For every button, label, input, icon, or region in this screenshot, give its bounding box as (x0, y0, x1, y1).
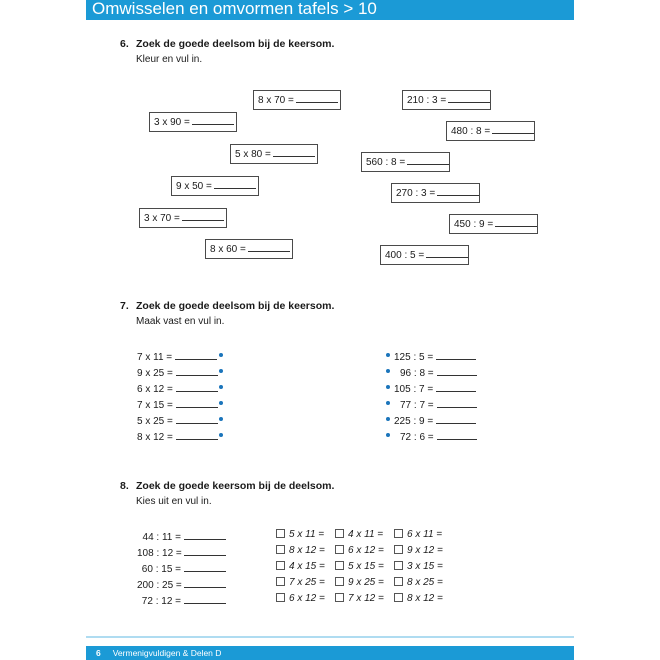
sum-label: 200 : 25 = (137, 580, 182, 591)
checkbox[interactable] (276, 529, 285, 538)
answer-line[interactable] (436, 413, 476, 424)
exercise-6-number: 6. (120, 38, 129, 50)
sum-box[interactable] (391, 183, 480, 203)
connect-dot[interactable] (386, 369, 390, 373)
sum-box[interactable] (361, 152, 450, 172)
option-choice[interactable] (394, 529, 442, 541)
option-label: 5 x 15 = (348, 561, 384, 572)
answer-line[interactable] (214, 177, 256, 189)
division-row (137, 529, 257, 544)
answer-line[interactable] (492, 122, 534, 134)
multiplication-row (137, 429, 218, 444)
sum-label: 108 : 12 = (137, 548, 182, 559)
option-label: 6 x 12 = (348, 545, 384, 556)
book-title: Vermenigvuldigen & Delen D (112, 648, 222, 658)
answer-line[interactable] (176, 413, 218, 424)
option-label: 7 x 12 = (348, 593, 384, 604)
answer-line[interactable] (448, 91, 490, 103)
option-label: 8 x 12 = (289, 545, 325, 556)
sum-label: 5 x 25 = (137, 416, 173, 427)
division-row (137, 545, 257, 560)
division-row (394, 413, 476, 428)
sum-label: 8 x 70 = (258, 95, 294, 106)
sum-label: 9 x 25 = (137, 368, 173, 379)
page-number: 6 (96, 648, 101, 658)
sum-label: 8 x 60 = (210, 244, 246, 255)
division-row (137, 561, 257, 576)
sum-box[interactable] (253, 90, 341, 110)
division-row (400, 365, 477, 380)
option-label: 4 x 15 = (289, 561, 325, 572)
sum-label: 3 x 70 = (144, 213, 180, 224)
option-label: 9 x 25 = (348, 577, 384, 588)
sum-label: 3 x 90 = (154, 117, 190, 128)
checkbox[interactable] (335, 529, 344, 538)
option-choice[interactable] (335, 577, 384, 589)
checkbox[interactable] (276, 577, 285, 586)
connect-dot[interactable] (219, 417, 223, 421)
option-label: 7 x 25 = (289, 577, 325, 588)
answer-line[interactable] (437, 184, 479, 196)
answer-line[interactable] (437, 429, 477, 440)
multiplication-row (137, 397, 218, 412)
connect-dot[interactable] (219, 369, 223, 373)
checkbox[interactable] (335, 561, 344, 570)
sum-label: 225 : 9 = (394, 416, 434, 427)
sum-label: 96 : 8 = (400, 368, 434, 379)
sum-box[interactable] (230, 144, 318, 164)
sum-label: 125 : 5 = (394, 352, 434, 363)
exercise-8-instruction: Kies uit en vul in. (136, 496, 212, 507)
sum-box[interactable] (205, 239, 293, 259)
checkbox[interactable] (276, 561, 285, 570)
answer-line[interactable] (436, 381, 476, 392)
connect-dot[interactable] (386, 385, 390, 389)
answer-line[interactable] (176, 365, 218, 376)
multiplication-row (137, 349, 217, 364)
answer-line[interactable] (426, 246, 468, 258)
answer-line[interactable] (437, 365, 477, 376)
exercise-8-number: 8. (120, 480, 129, 492)
option-choice[interactable] (394, 593, 443, 605)
division-row (400, 429, 477, 444)
option-choice[interactable] (394, 577, 443, 589)
checkbox[interactable] (276, 593, 285, 602)
answer-line[interactable] (176, 381, 218, 392)
option-choice[interactable] (276, 593, 325, 605)
checkbox[interactable] (394, 561, 403, 570)
exercise-6-instruction: Kleur en vul in. (136, 54, 203, 65)
sum-label: 480 : 8 = (451, 126, 491, 137)
division-row (394, 381, 476, 396)
sum-box[interactable] (139, 208, 227, 228)
option-choice[interactable] (335, 561, 384, 573)
option-choice[interactable] (335, 545, 384, 557)
connect-dot[interactable] (386, 433, 390, 437)
option-label: 9 x 12 = (407, 545, 443, 556)
option-choice[interactable] (276, 545, 325, 557)
answer-line[interactable] (184, 593, 226, 604)
checkbox[interactable] (394, 545, 403, 554)
option-choice[interactable] (276, 529, 324, 541)
footer-divider (86, 636, 574, 638)
exercise-8-title: Zoek de goede keersom bij de deelsom. (136, 480, 335, 492)
option-label: 8 x 25 = (407, 577, 443, 588)
connect-dot[interactable] (219, 433, 223, 437)
multiplication-row (137, 413, 218, 428)
option-choice[interactable] (335, 593, 384, 605)
exercise-6-title: Zoek de goede deelsom bij de keersom. (136, 38, 335, 50)
sum-box[interactable] (446, 121, 535, 141)
checkbox[interactable] (394, 593, 403, 602)
sum-label: 44 : 11 = (142, 532, 181, 543)
sum-label: 9 x 50 = (176, 181, 212, 192)
sum-label: 72 : 12 = (141, 596, 181, 607)
exercise-7-title: Zoek de goede deelsom bij de keersom. (136, 300, 335, 312)
answer-line[interactable] (184, 529, 226, 540)
option-label: 6 x 11 = (407, 529, 443, 540)
answer-line[interactable] (182, 209, 224, 221)
option-label: 4 x 11 = (348, 529, 384, 540)
answer-line[interactable] (436, 349, 476, 360)
option-choice[interactable] (276, 561, 325, 573)
division-row (137, 577, 257, 592)
division-row (394, 349, 476, 364)
sum-label: 77 : 7 = (400, 400, 434, 411)
sum-label: 6 x 12 = (137, 384, 173, 395)
checkbox[interactable] (394, 529, 403, 538)
sum-label: 7 x 11 = (137, 352, 173, 363)
sum-label: 72 : 6 = (400, 432, 434, 443)
option-label: 5 x 11 = (289, 529, 325, 540)
checkbox[interactable] (394, 577, 403, 586)
answer-line[interactable] (184, 561, 226, 572)
answer-line[interactable] (437, 397, 477, 408)
sum-label: 7 x 15 = (137, 400, 173, 411)
division-row (400, 397, 477, 412)
answer-line[interactable] (273, 145, 315, 157)
sum-label: 5 x 80 = (235, 149, 271, 160)
multiplication-row (137, 365, 218, 380)
connect-dot[interactable] (219, 401, 223, 405)
answer-line[interactable] (407, 153, 449, 165)
answer-line[interactable] (176, 429, 218, 440)
option-choice[interactable] (394, 545, 443, 557)
footer (96, 648, 221, 658)
division-row (137, 593, 257, 608)
exercise-7-instruction: Maak vast en vul in. (136, 316, 225, 327)
page-title: Omwisselen en omvormen tafels > 10 (92, 0, 377, 18)
connect-dot[interactable] (386, 417, 390, 421)
sum-box[interactable] (449, 214, 538, 234)
option-label: 6 x 12 = (289, 593, 325, 604)
sum-box[interactable] (380, 245, 469, 265)
checkbox[interactable] (335, 545, 344, 554)
answer-line[interactable] (184, 545, 226, 556)
option-label: 8 x 12 = (407, 593, 443, 604)
option-choice[interactable] (394, 561, 443, 573)
connect-dot[interactable] (219, 353, 223, 357)
checkbox[interactable] (335, 577, 344, 586)
exercise-7-number: 7. (120, 300, 129, 312)
sum-label: 450 : 9 = (454, 219, 494, 230)
checkbox[interactable] (276, 545, 285, 554)
sum-box[interactable] (149, 112, 237, 132)
connect-dot[interactable] (386, 401, 390, 405)
answer-line[interactable] (184, 577, 226, 588)
option-label: 3 x 15 = (407, 561, 443, 572)
answer-line[interactable] (176, 397, 218, 408)
answer-line[interactable] (248, 240, 290, 252)
answer-line[interactable] (175, 349, 217, 360)
answer-line[interactable] (192, 113, 234, 125)
option-choice[interactable] (276, 577, 325, 589)
answer-line[interactable] (495, 215, 537, 227)
multiplication-row (137, 381, 218, 396)
sum-label: 210 : 3 = (407, 95, 447, 106)
connect-dot[interactable] (386, 353, 390, 357)
sum-label: 105 : 7 = (394, 384, 434, 395)
connect-dot[interactable] (219, 385, 223, 389)
sum-label: 270 : 3 = (396, 188, 436, 199)
sum-label: 60 : 15 = (141, 564, 181, 575)
option-choice[interactable] (335, 529, 383, 541)
sum-label: 400 : 5 = (385, 250, 425, 261)
sum-label: 560 : 8 = (366, 157, 406, 168)
checkbox[interactable] (335, 593, 344, 602)
sum-label: 8 x 12 = (137, 432, 173, 443)
answer-line[interactable] (296, 91, 338, 103)
sum-box[interactable] (402, 90, 491, 110)
sum-box[interactable] (171, 176, 259, 196)
